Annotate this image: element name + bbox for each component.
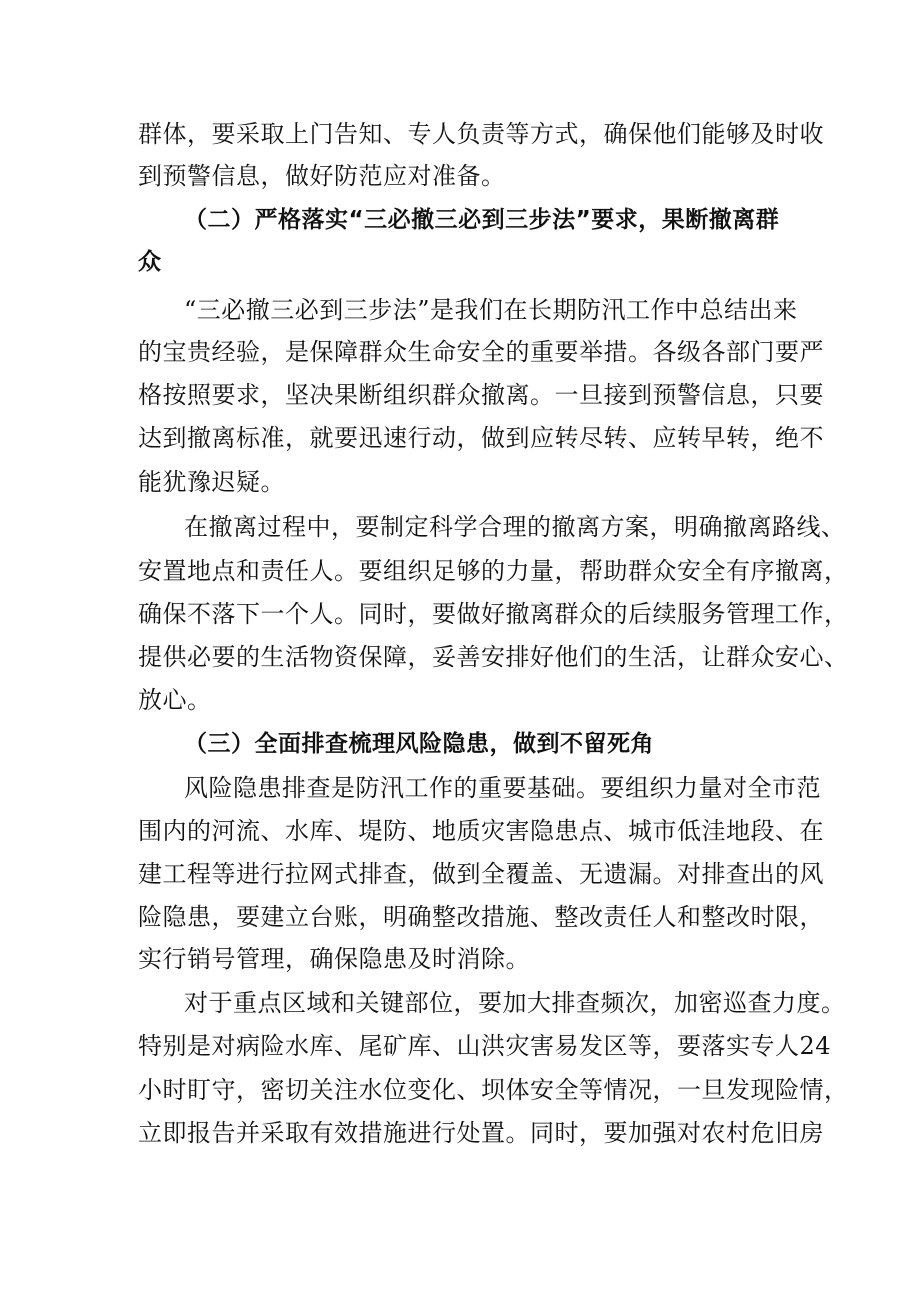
paragraph-line: 的宝贵经验，是保障群众生命安全的重要举措。各级各部门要严	[138, 338, 824, 366]
paragraph-line: “三必撤三必到三步法”是我们在长期防汛工作中总结出来	[184, 296, 798, 324]
paragraph-line: 提供必要的生活物资保障，妥善安排好他们的生活，让群众安心、	[138, 643, 849, 671]
paragraph-line: 格按照要求，坚决果断组织群众撤离。一旦接到预警信息，只要	[138, 381, 824, 409]
paragraph-line: 能犹豫迟疑。	[138, 468, 285, 496]
paragraph-line: 小时盯守，密切关注水位变化、坝体安全等情况，一旦发现险情，	[138, 1076, 849, 1104]
paragraph-line: 群体，要采取上门告知、专人负责等方式，确保他们能够及时收	[138, 120, 824, 148]
section-heading-continued: 众	[138, 249, 162, 275]
section-heading: （三）全面排查梳理风险隐患，做到不留死角	[184, 731, 654, 757]
paragraph-line: 实行销号管理，确保隐患及时消除。	[138, 945, 530, 973]
paragraph-line: 安置地点和责任人。要组织足够的力量，帮助群众安全有序撤离，	[138, 557, 849, 585]
paragraph-line: 立即报告并采取有效措施进行处置。同时，要加强对农村危旧房	[138, 1119, 824, 1147]
paragraph-line: 在撤离过程中，要制定科学合理的撤离方案，明确撤离路线、	[184, 513, 846, 541]
paragraph-line: 建工程等进行拉网式排查，做到全覆盖、无遗漏。对排查出的风	[138, 860, 824, 888]
paragraph-line: 风险隐患排查是防汛工作的重要基础。要组织力量对全市范	[184, 774, 821, 802]
section-heading: （二）严格落实“三必撤三必到三步法”要求，果断撤离群	[184, 207, 780, 233]
paragraph-line: 放心。	[138, 686, 212, 714]
paragraph-line: 确保不落下一个人。同时，要做好撤离群众的后续服务管理工作，	[138, 600, 849, 628]
paragraph-line: 对于重点区域和关键部位，要加大排查频次，加密巡查力度。	[184, 989, 846, 1017]
paragraph-line: 到预警信息，做好防范应对准备。	[138, 162, 506, 190]
paragraph-line: 险隐患，要建立台账，明确整改措施、整改责任人和整改时限，	[138, 903, 824, 931]
paragraph-line: 达到撤离标准，就要迅速行动，做到应转尽转、应转早转，绝不	[138, 424, 824, 452]
paragraph-line: 特别是对病险水库、尾矿库、山洪灾害易发区等，要落实专人24	[138, 1032, 832, 1060]
paragraph-line: 围内的河流、水库、堤防、地质灾害隐患点、城市低洼地段、在	[138, 817, 824, 845]
